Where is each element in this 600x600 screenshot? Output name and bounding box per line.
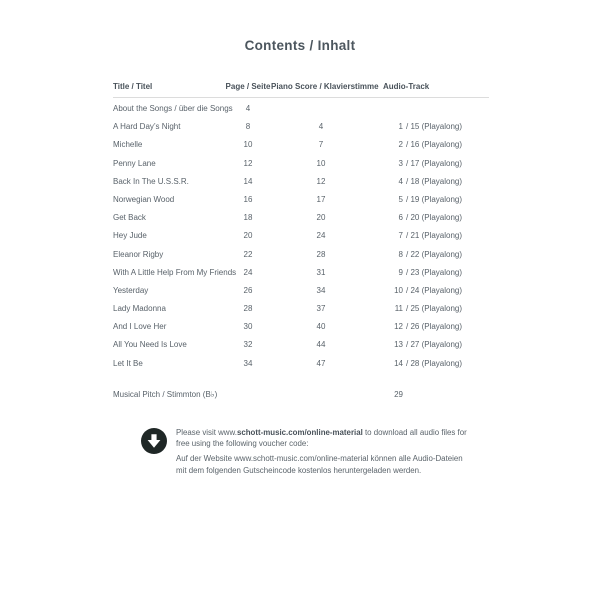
audio-track-number: 5: [398, 194, 403, 204]
song-title-cell: Get Back: [113, 213, 146, 223]
song-title-cell: Yesterday: [113, 285, 149, 295]
song-title-cell: Back In The U.S.S.R.: [113, 176, 189, 186]
toc-row: [113, 209, 489, 227]
audio-track-detail: / 15 (Playalong): [406, 122, 463, 132]
audio-track-cell: [371, 355, 489, 373]
page-cell: 4: [245, 104, 251, 113]
page-cell: 8: [245, 122, 251, 132]
audio-track-cell: [371, 282, 489, 300]
page-cell: 14: [243, 176, 253, 186]
audio-track-detail: / 21 (Playalong): [406, 231, 463, 241]
audio-track-number: 2: [398, 140, 403, 150]
audio-track-cell: [371, 264, 489, 282]
toc-row: [113, 227, 489, 245]
song-title-cell: Musical Pitch / Stimmton (B♭): [113, 389, 218, 399]
audio-track-number: 4: [398, 176, 403, 186]
audio-track-number: 1: [398, 122, 403, 132]
audio-track-cell: [371, 227, 489, 245]
song-title-cell: Norwegian Wood: [113, 194, 175, 204]
notice-text: [176, 427, 468, 476]
page-cell: 12: [243, 158, 253, 168]
header-audio: Audio-Track: [383, 82, 430, 91]
audio-track-number: 3: [398, 158, 403, 168]
toc-row: [113, 318, 489, 336]
piano-score-cell: 47: [316, 358, 326, 368]
notice-en-url: schott-music.com/online-material: [236, 428, 363, 437]
song-title-cell: Penny Lane: [113, 158, 156, 168]
notice-en-prefix: Please visit www.: [176, 428, 237, 437]
toc-row: [113, 100, 489, 118]
toc-row: [113, 136, 489, 154]
audio-track-number: 29: [394, 389, 403, 399]
page-title: Contents / Inhalt: [244, 38, 356, 53]
audio-track-detail: / 20 (Playalong): [406, 213, 463, 223]
audio-track-cell: [371, 300, 489, 318]
toc-row: [113, 264, 489, 282]
audio-track-cell: [371, 173, 489, 191]
audio-track-cell: [371, 336, 489, 354]
page-cell: 24: [243, 267, 253, 277]
toc-row: [113, 336, 489, 354]
audio-track-detail: / 18 (Playalong): [406, 176, 463, 186]
download-arrow-icon: [141, 428, 167, 454]
audio-track-number: 12: [394, 322, 403, 332]
notice-en-suffix: to download all audio files for free using the following voucher code:: [176, 428, 467, 449]
page-cell: 32: [243, 340, 253, 350]
piano-score-cell: [271, 100, 371, 118]
toc-row: [113, 191, 489, 209]
song-title-cell: And I Love Her: [113, 322, 167, 332]
piano-score-cell: 40: [316, 322, 326, 332]
audio-track-detail: / 24 (Playalong): [406, 285, 463, 295]
audio-track-detail: / 25 (Playalong): [406, 304, 463, 314]
song-title-cell: Let It Be: [113, 358, 143, 368]
toc-row: [113, 173, 489, 191]
header-page: Page / Seite: [225, 82, 271, 91]
audio-track-detail: / 22 (Playalong): [406, 249, 463, 259]
piano-score-cell: 34: [316, 285, 326, 295]
piano-score-cell: 37: [316, 304, 326, 314]
song-title-cell: Hey Jude: [113, 231, 147, 241]
piano-score-cell: 7: [318, 140, 324, 150]
song-title-cell: Michelle: [113, 140, 143, 150]
page-cell: 18: [243, 213, 253, 223]
piano-score-cell: 31: [316, 267, 326, 277]
audio-track-detail: / 28 (Playalong): [406, 358, 463, 368]
download-notice: [141, 427, 471, 476]
toc-row: [113, 355, 489, 373]
audio-track-cell: [371, 136, 489, 154]
page-cell: [225, 386, 271, 404]
song-title-cell: With A Little Help From My Friends: [113, 267, 237, 277]
audio-track-cell: [371, 118, 489, 136]
toc-row: [113, 118, 489, 136]
piano-score-cell: 10: [316, 158, 326, 168]
audio-track-detail: / 26 (Playalong): [406, 322, 463, 332]
song-title-cell: All You Need Is Love: [113, 340, 187, 350]
page-cell: 22: [243, 249, 253, 259]
audio-track-number: 13: [394, 340, 403, 350]
table-header-row: [113, 82, 489, 98]
audio-track-cell: [371, 209, 489, 227]
toc-row: [113, 282, 489, 300]
audio-track-detail: / 17 (Playalong): [406, 158, 463, 168]
audio-track-number: 7: [398, 231, 403, 241]
piano-score-cell: 44: [316, 340, 326, 350]
audio-track-number: 11: [394, 304, 403, 314]
piano-score-cell: 12: [316, 176, 326, 186]
notice-english: [176, 427, 468, 449]
audio-track-cell: [371, 386, 489, 404]
page-cell: 30: [243, 322, 253, 332]
page-cell: 26: [243, 285, 253, 295]
song-title-cell: Eleanor Rigby: [113, 249, 164, 259]
piano-score-cell: [271, 386, 371, 404]
page-cell: 34: [243, 358, 253, 368]
audio-track-number: 9: [398, 267, 403, 277]
song-title-cell: A Hard Day’s Night: [113, 122, 181, 132]
audio-track-cell: [371, 318, 489, 336]
audio-track-detail: / 27 (Playalong): [406, 340, 463, 350]
audio-track-number: 14: [394, 358, 403, 368]
audio-track-cell: [371, 155, 489, 173]
audio-track-cell: [371, 100, 489, 118]
toc-row: [113, 246, 489, 264]
piano-score-cell: 4: [318, 122, 324, 132]
audio-track-detail: / 19 (Playalong): [406, 194, 463, 204]
page-cell: 16: [243, 194, 253, 204]
piano-score-cell: 20: [316, 213, 326, 223]
audio-track-number: 8: [398, 249, 403, 259]
page-cell: 20: [243, 231, 253, 241]
header-piano: Piano Score / Klavierstimme: [271, 82, 379, 91]
table-body: [113, 98, 489, 404]
song-title-cell: Lady Madonna: [113, 304, 166, 314]
toc-row: [113, 155, 489, 173]
piano-score-cell: 17: [316, 194, 326, 204]
piano-score-cell: 28: [316, 249, 326, 259]
audio-track-cell: [371, 191, 489, 209]
page-cell: 28: [243, 304, 253, 314]
audio-track-number: 6: [398, 213, 403, 223]
audio-track-cell: [371, 246, 489, 264]
audio-track-detail: / 16 (Playalong): [406, 140, 463, 150]
toc-row: [113, 300, 489, 318]
header-title: Title / Titel: [113, 82, 153, 91]
audio-track-number: 10: [394, 285, 403, 295]
toc-row: [113, 386, 489, 404]
song-title-cell: About the Songs / über die Songs: [113, 104, 233, 113]
contents-table: [113, 82, 489, 404]
piano-score-cell: 24: [316, 231, 326, 241]
notice-german: Auf der Website www.schott-music.com/online-material können alle Audio-Dateien mit dem folgenden Gutscheincode kostenlos heruntergeladen werden.: [176, 454, 463, 475]
page-cell: 10: [243, 140, 253, 150]
audio-track-detail: / 23 (Playalong): [406, 267, 463, 277]
